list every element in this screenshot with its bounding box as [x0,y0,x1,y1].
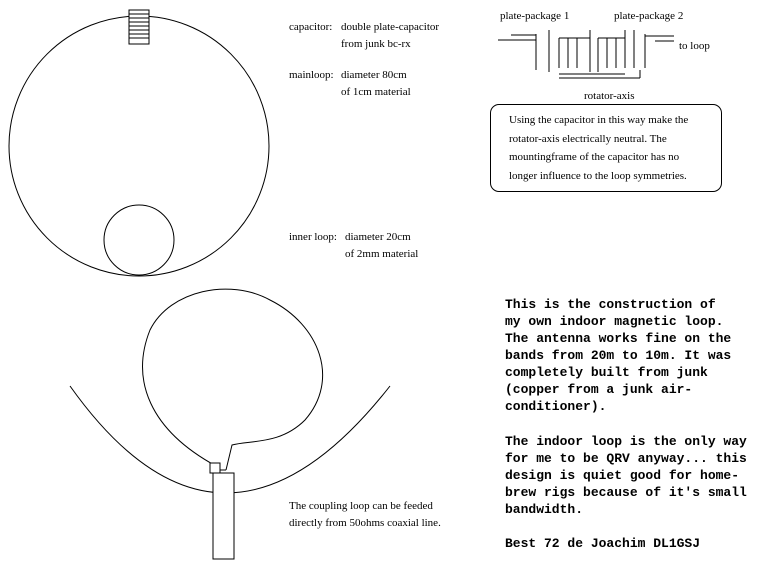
inner-loop-desc-1: diameter 20cm [345,231,411,243]
coupling-caption-1: The coupling loop can be feeded [289,500,433,512]
note-line-1: Using the capacitor in this way make the [509,114,689,126]
capacitor-detail [498,30,674,78]
rotator-axis-label: rotator-axis [584,90,635,102]
mainloop-desc-2: of 1cm material [341,86,411,98]
inner-loop [104,205,174,275]
mainloop-label: mainloop: [289,69,334,81]
description-paragraph-1: This is the construction of my own indoor magnetic loop. The antenna works fine on the bands from 20m to 10m. It was completely built from junk (copper from a junk air- conditioner). [505,297,732,414]
note-line-3: mountingframe of the capacitor has no [509,151,680,163]
capacitor-note-box [490,104,722,192]
description-paragraph-2: The indoor loop is the only way for me to be QRV anyway... this design is quiet good for home- brew rigs because of it's small bandwidth. [505,434,747,517]
to-loop-label: to loop [679,40,710,52]
inner-loop-desc-2: of 2mm material [345,248,419,260]
capacitor-symbol [129,10,149,44]
capacitor-label: capacitor: [289,21,333,33]
capacitor-desc-1: double plate-capacitor [341,21,440,33]
note-line-2: rotator-axis electrically neutral. The [509,132,667,145]
capacitor-desc-2: from junk bc-rx [341,38,411,50]
plate-package-1-label: plate-package 1 [500,10,570,22]
main-loop [9,16,269,276]
plate-package-2-label: plate-package 2 [614,10,684,22]
signature: Best 72 de Joachim DL1GSJ [505,536,701,551]
inner-loop-label: inner loop: [289,231,337,243]
coupling-caption-2: directly from 50ohms coaxial line. [289,517,441,529]
note-line-4: longer influence to the loop symmetries. [509,169,687,182]
mainloop-desc-1: diameter 80cm [341,69,407,81]
